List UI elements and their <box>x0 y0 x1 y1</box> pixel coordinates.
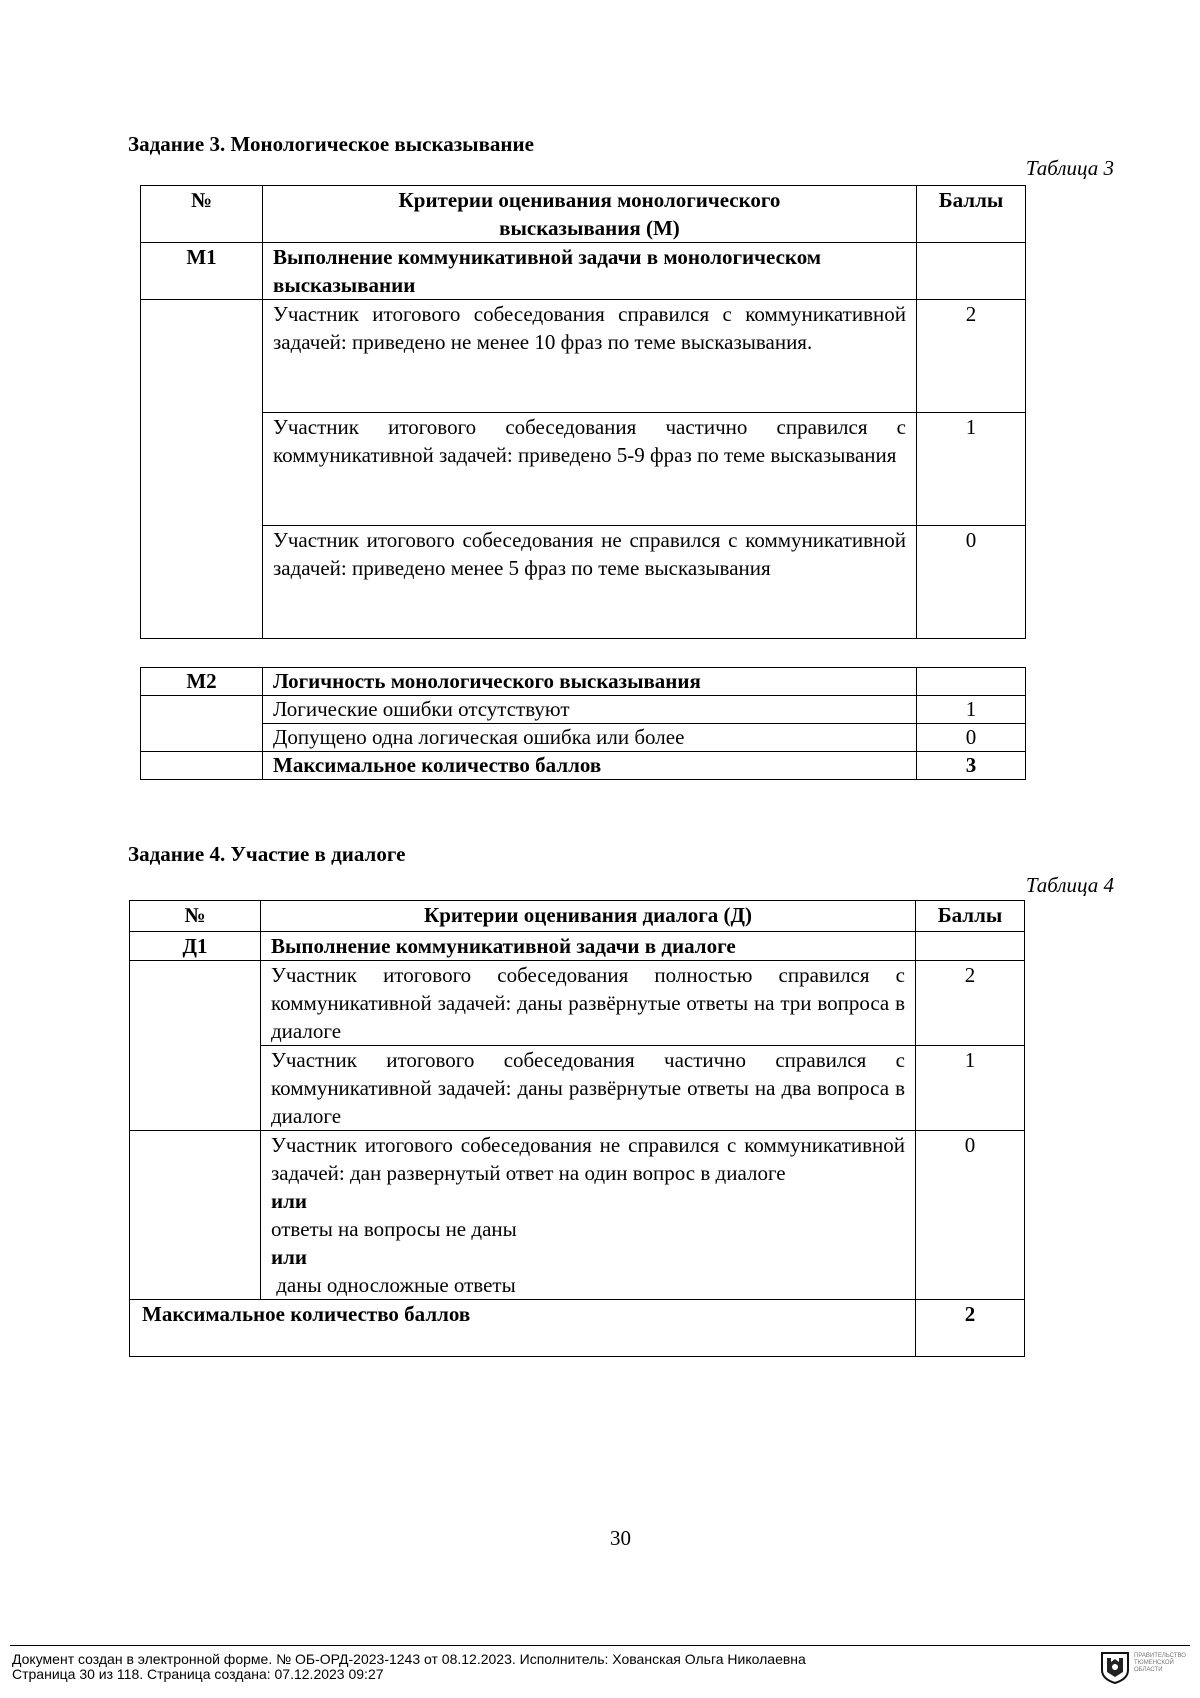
table4-caption: Таблица 4 <box>1025 873 1114 897</box>
d1-row-text: Участник итогового собеседования частично справился с коммуникативной задачей: даны развёрнутые ответы на два вопроса в диалоге <box>261 1046 916 1131</box>
m2-row-points: 0 <box>917 724 1026 752</box>
m2-title: Логичность монологического высказывания <box>263 668 917 696</box>
m2-max-points: 3 <box>917 752 1026 780</box>
m2-rows-num <box>141 696 263 752</box>
header-criteria <box>263 186 917 243</box>
m1-row-text: Участник итогового собеседования справился с коммуникативной задачей: приведено не менее 10 фраз по теме высказывания. <box>263 300 917 413</box>
d1-num: Д1 <box>130 932 261 961</box>
seal-line: ПРАВИТЕЛЬСТВО <box>1134 1653 1186 1659</box>
table3-m1 <box>140 185 1026 639</box>
m1-row-text: Участник итогового собеседования не справился с коммуникативной задачей: приведено менее 5 фраз по теме высказывания <box>263 526 917 639</box>
d1-zero-text: Участник итогового собеседования не справился с коммуникативной задачей: дан развернутый ответ на один вопрос в диалоге <box>271 1133 905 1185</box>
header-points: Баллы <box>916 901 1025 932</box>
table3-m2 <box>140 667 1026 780</box>
d1-title-row <box>130 932 1025 961</box>
header-criteria-line2: высказывания (М) <box>499 216 680 240</box>
table4 <box>129 900 1025 1357</box>
header-points: Баллы <box>917 186 1026 243</box>
d1-zero-alt2: даны односложные ответы <box>271 1273 516 1297</box>
m2-max-label: Максимальное количество баллов <box>263 752 917 780</box>
m1-row-2 <box>141 300 1026 413</box>
d1-zero-alt1: ответы на вопросы не даны <box>271 1217 517 1241</box>
m1-title-row <box>141 243 1026 300</box>
d1-row-text: Участник итогового собеседования полностью справился с коммуникативной задачей: даны развёрнутые ответы на три вопроса в диалоге <box>261 961 916 1046</box>
d1-title-points <box>916 932 1025 961</box>
task3-heading: Задание 3. Монологическое высказывание <box>128 132 534 156</box>
m2-max-row <box>141 752 1026 780</box>
d1-row-2 <box>130 961 1025 1046</box>
seal-text <box>1134 1653 1186 1674</box>
m2-max-num <box>141 752 263 780</box>
coat-of-arms-icon <box>1099 1650 1131 1684</box>
m2-num: М2 <box>141 668 263 696</box>
or-separator: или <box>271 1189 307 1213</box>
header-criteria: Критерии оценивания диалога (Д) <box>261 901 916 932</box>
m1-title-points <box>917 243 1026 300</box>
header-criteria-line1: Критерии оценивания монологического <box>398 188 781 212</box>
or-separator: или <box>271 1245 307 1269</box>
m2-row-0 <box>141 724 1026 752</box>
m1-row-points: 0 <box>917 526 1026 639</box>
d1-max-label: Максимальное количество баллов <box>130 1300 916 1357</box>
m2-title-points <box>917 668 1026 696</box>
d1-rows-num <box>130 961 261 1131</box>
m1-title: Выполнение коммуникативной задачи в монологическом высказывании <box>263 243 917 300</box>
m1-row-points: 1 <box>917 413 1026 526</box>
d1-row-1 <box>130 1046 1025 1131</box>
header-num: № <box>130 901 261 932</box>
task4-heading: Задание 4. Участие в диалоге <box>128 842 406 866</box>
page-number: 30 <box>610 1526 631 1550</box>
footer-line2: Страница 30 из 118. Страница создана: 07.12.2023 09:27 <box>12 1666 384 1682</box>
m1-row-0 <box>141 526 1026 639</box>
seal-line: ТЮМЕНСКОЙ <box>1134 1660 1174 1666</box>
m2-title-row <box>141 668 1026 696</box>
header-num: № <box>141 186 263 243</box>
d1-zero-num <box>130 1131 261 1300</box>
d1-max-row <box>130 1300 1025 1357</box>
seal-line: ОБЛАСТИ <box>1134 1667 1163 1673</box>
m1-row-text: Участник итогового собеседования частично справился с коммуникативной задачей: приведено 5-9 фраз по теме высказывания <box>263 413 917 526</box>
d1-title: Выполнение коммуникативной задачи в диалоге <box>261 932 916 961</box>
footer-line1: Документ создан в электронной форме. № ОБ-ОРД-2023-1243 от 08.12.2023. Исполнитель: Хованская Ольга Николаевна <box>12 1651 806 1667</box>
m2-row-points: 1 <box>917 696 1026 724</box>
table3-header-row <box>141 186 1026 243</box>
m1-num: М1 <box>141 243 263 300</box>
d1-row-points: 1 <box>916 1046 1025 1131</box>
m1-rows-num <box>141 300 263 639</box>
footer-divider <box>10 1645 1190 1646</box>
m1-row-1 <box>141 413 1026 526</box>
m2-row-1 <box>141 696 1026 724</box>
d1-zero-text-cell <box>261 1131 916 1300</box>
m2-row-text: Допущено одна логическая ошибка или более <box>263 724 917 752</box>
d1-row-0 <box>130 1131 1025 1300</box>
d1-row-points: 2 <box>916 961 1025 1046</box>
m2-row-text: Логические ошибки отсутствуют <box>263 696 917 724</box>
table4-header-row <box>130 901 1025 932</box>
d1-max-points: 2 <box>916 1300 1025 1357</box>
m1-row-points: 2 <box>917 300 1026 413</box>
table3-caption: Таблица 3 <box>1025 156 1114 180</box>
d1-row-points: 0 <box>916 1131 1025 1300</box>
